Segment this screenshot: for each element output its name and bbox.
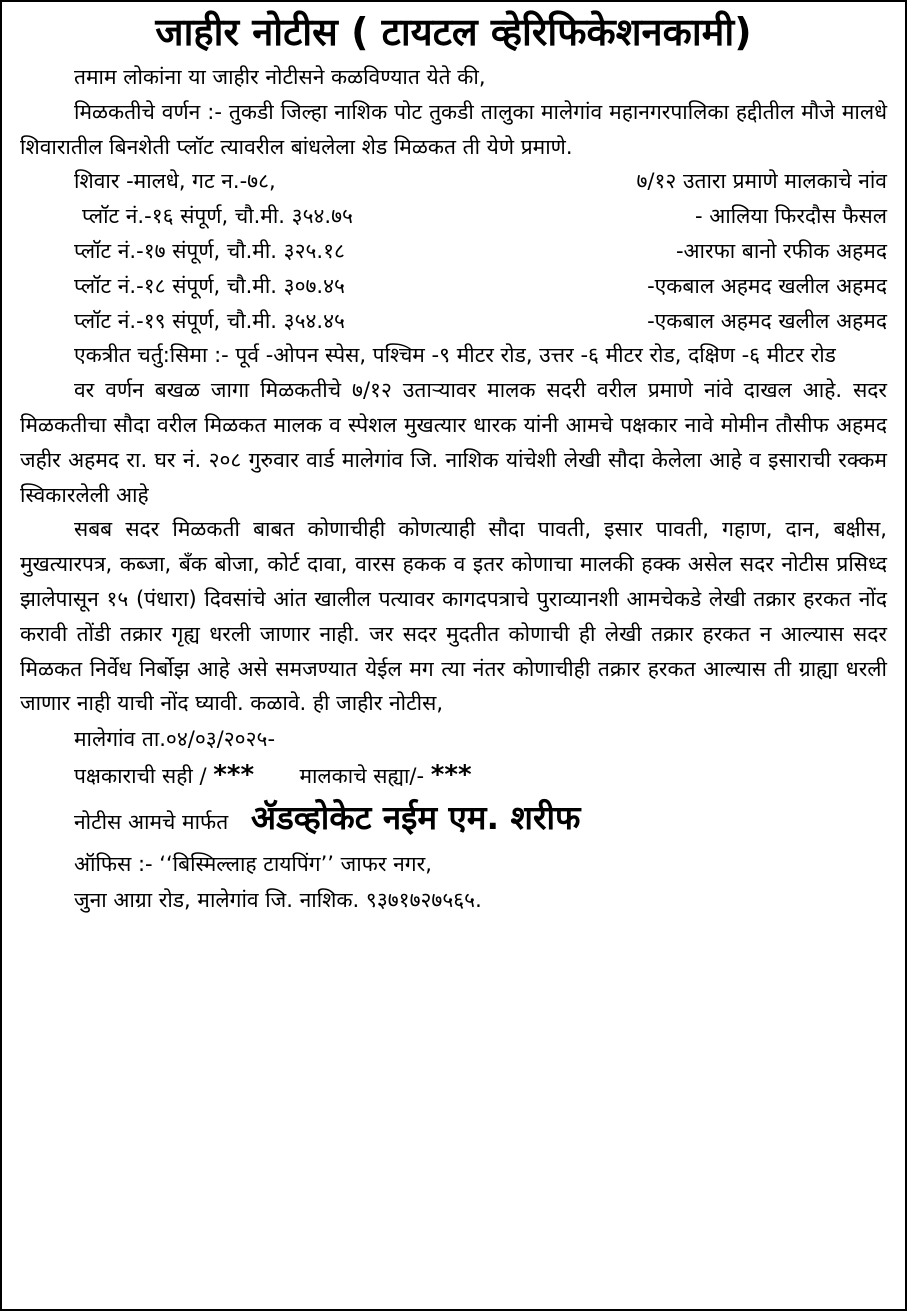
signature-line bbox=[20, 757, 887, 794]
notice-intro: तमाम लोकांना या जाहीर नोटीसने कळविण्यात येते की, bbox=[74, 65, 486, 89]
office-line: ऑफिस :- ‘‘बिस्मिल्लाह टायपिंग’’ जाफर नगर, bbox=[74, 852, 432, 877]
client-signature-mark: *** bbox=[213, 760, 255, 791]
place-date: मालेगांव ता.०४/०३/२०२५- bbox=[74, 727, 276, 752]
owner-signature-label: मालकाचे सह्या/- bbox=[299, 764, 425, 789]
plot-details: प्लॉट नं.-१६ संपूर्ण, चौ.मी. ३५४.७५ bbox=[82, 204, 353, 229]
plot-row bbox=[20, 234, 887, 269]
plot-details: प्लॉट नं.-१७ संपूर्ण, चौ.मी. ३२५.१८ bbox=[74, 238, 345, 263]
advocate-line bbox=[20, 794, 887, 846]
survey-location: शिवार -मालधे, गट न.-७८, bbox=[74, 169, 276, 194]
advocate-name: ॲडव्होकेट नईम एम. शरीफ bbox=[250, 798, 581, 838]
plot-row bbox=[20, 199, 887, 234]
notice-paragraph-1: वर वर्णन बखळ जागा मिळकतीचे ७/१२ उताऱ्यावर मालक सदरी वरील प्रमाणे नांवे दाखल आहे. सदर मिळकतीचा सौदा वरील मिळकत मालक व स्पेशल मुखत्यार धारक यांनी आमचे पक्षकार नावे मोमीन तौसीफ अहमद जहीर अहमद रा. घर नं. २०८ गुरुवार वार्ड मालेगांव जि. नाशिक यांचेशी लेखी सौदा केलेला आहे व इसाराची रक्कम स्विकारलेली आहे bbox=[20, 378, 887, 507]
plot-owner: -एकबाल अहमद खलील अहमद bbox=[647, 308, 887, 333]
plot-row bbox=[20, 269, 887, 304]
owner-column-heading: ७/१२ उतारा प्रमाणे मालकाचे नांव bbox=[636, 169, 887, 194]
plot-owner: -आरफा बानो रफीक अहमद bbox=[675, 238, 887, 263]
notice-paragraph-2: सबब सदर मिळकती बाबत कोणाचीही कोणत्याही सौदा पावती, इसार पावती, गहाण, दान, बक्षीस, मुखत्यारपत्र, कब्जा, बँक बोजा, कोर्ट दावा, वारस हकक व इतर कोणाचा मालकी हक्क असेल सदर नोटीस प्रसिध्द झालेपासून १५ (पंधारा) दिवसांचे आंत खालील पत्यावर कागदपत्राचे पुराव्यानशी आमचेकडे लेखी तक्रार हरकत नोंद करावी तोंडी तक्रार गृह्य धरली जाणार नाही. जर सदर मुदतीत कोणाची ही लेखी तक्रार हरकत न आल्यास सदर मिळकत निर्वेध निर्बोझ आहे असे समजण्यात येईल मग त्या नंतर कोणाचीही तक्रार हरकत आल्यास ती ग्राह्या धरली जाणार नाही याची नोंद घ्यावी. कळावे. ही जाहीर नोटीस, bbox=[20, 517, 887, 716]
plot-details: प्लॉट नं.-१८ संपूर्ण, चौ.मी. ३०७.४५ bbox=[74, 273, 345, 298]
plot-details: प्लॉट नं.-१९ संपूर्ण, चौ.मी. ३५४.४५ bbox=[74, 308, 345, 333]
client-signature-label: पक्षकाराची सही / bbox=[74, 764, 207, 789]
plot-owner: - आलिया फिरदौस फैसल bbox=[695, 204, 887, 229]
property-description: मिळकतीचे वर्णन :- तुकडी जिल्हा नाशिक पोट तुकडी तालुका मालेगांव महानगरपालिका हद्दीतील मौजे मालधे शिवारातील बिनशेती प्लॉट त्यावरील बांधलेला शेड मिळकत ती येणे प्रमाणे. bbox=[20, 99, 887, 159]
survey-row bbox=[20, 164, 887, 199]
boundaries: एकत्रीत चर्तु:सिमा :- पूर्व -ओपन स्पेस, पश्चिम -९ मीटर रोड, उत्तर -६ मीटर रोड, दक्षिण -६ मीटर रोड bbox=[74, 343, 836, 368]
address-line: जुना आग्रा रोड, मालेगांव जि. नाशिक. ९३७१७२७५६५. bbox=[74, 888, 482, 913]
notice-title: जाहीर नोटीस ( टायटल व्हेरिफिकेशनकामी) bbox=[155, 10, 752, 54]
plot-owner: -एकबाल अहमद खलील अहमद bbox=[647, 273, 887, 298]
owner-signature-mark: *** bbox=[430, 760, 472, 791]
advocate-label: नोटीस आमचे मार्फत bbox=[74, 810, 229, 835]
plot-row bbox=[20, 304, 887, 339]
